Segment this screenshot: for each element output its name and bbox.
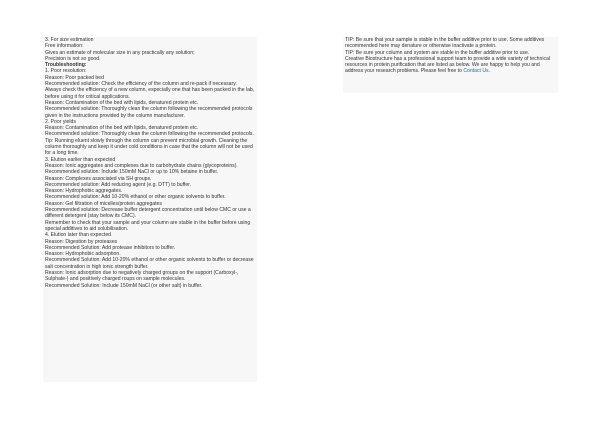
text-line: Recommended solution: Thoroughly clean the column following the recommended protocols. [45,131,254,138]
text-line: Recommended solution: Decrease buffer detergent concentration until below CMC or use a different detergent (stay below its CMC). [45,207,251,220]
text-line: 4. Elution later than expected [45,232,111,239]
text-line: Reason: Hydrophobic adsorption. [45,251,121,258]
support-text: Creative Biostructure has a professional support team to provide a wide variety of technical resources in protein purification that are listed as below. We are happy to help you and address your research problems. Please feel free to [345,55,550,75]
text-line: Recommended solution: Check the efficiency of the column and re-pack if necessary. [45,81,237,88]
text-line: Always check the efficiency of a new column, especially one that has been packed in the lab, before using it for critical applications. [45,87,255,100]
text-line: Recommended Solution: Include 150mM NaCl (or other salt) in buffer. [45,282,203,289]
text-line: 2. Poor yields [45,118,76,125]
text-line: Reason: Poor packed bed [45,74,104,81]
text-line: 1. Poor resolution: [45,68,87,75]
text-line: Recommended solution: Add 10-20% ethanol or other organic solvents to buffer. [45,194,226,201]
text-line: Recommended solution: Include 150mM NaCl or up to 10% betaine in buffer. [45,169,219,176]
text-line: Recommended solution: Add reducing agent (e.g. DTT) to buffer. [45,181,192,188]
text-line: Reason: Contamination of the bed with lipids, denatured protein etc. [45,125,199,132]
text-line: Free information: [45,43,84,50]
tip-text: TIP: Be sure that your sample is stable in the buffer additive prior to use. Some additives recommended here may denature or otherwise inactivate a protein. [345,37,545,50]
right-content-column [343,37,558,93]
text-line: Reason: Ionic adsorption due to negatively charged groups on the support (Carboxyl-, Sulphate-) and positively charged roups on sample molecules. [45,269,239,283]
text-line: Reason: Gel filtration of micelles/protein aggregates [45,200,162,207]
text-line: Remember to check that your sample and your column are stable in the buffer before using special additives to aid solubilisation. [45,219,251,232]
text-line: Recommended Solution: Add 10-20% ethanol or other organic solvents to buffer or decrease salt concentration in high ionic strength buffer. [45,257,254,270]
text-line: Reason: Complexes associated via SH groups. [45,175,152,182]
text-line: Reason: Hydrophobic aggregates. [45,188,123,195]
text-line: Precision is not so good. [45,55,101,62]
text-line: Reason: Digestion by proteases [45,238,118,245]
troubleshooting-heading: Troubleshooting: [45,62,87,69]
text-line: Tip: Running eluent slowly through the column can prevent microbial growth. Cleaning the column thoroughly and keep it under cold conditions in case that the column will not be used for a long time. [45,137,253,157]
support-paragraph [345,56,558,75]
support-text-suffix: . [488,68,490,75]
text-line: Reason: Contamination of the bed with lipids, denatured protein etc. [45,99,199,106]
text-line: Reason: Ionic aggregates and complexes due to carbohydrate chains (glycoproteins). [45,162,238,169]
contact-us-link[interactable]: Contact Us [463,68,489,75]
text-line: 3. Elution earlier than expected [45,156,116,163]
tip-text: TIP: Be sure your column and system are stable in the buffer additive prior to use. [345,49,530,56]
text-line: Gives an estimate of molecular size in any practically any solution; [45,49,195,56]
text-line: Recommended Solution: Add protease inhibitors to buffer. [45,244,176,251]
text-line: Recommended solution: Thoroughly clean the column following the recommended protocols given in the instructions provided by the column manufacturer. [45,106,253,119]
text-line: 3. For size estimation [45,37,94,43]
left-content-column [43,37,257,382]
